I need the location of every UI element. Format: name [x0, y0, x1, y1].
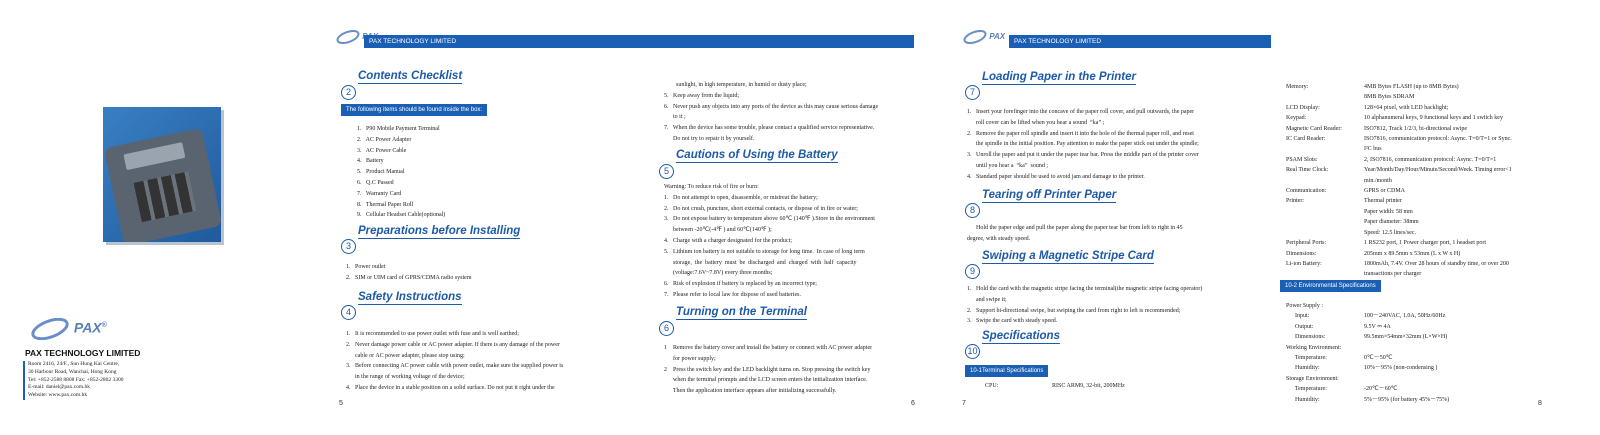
spec-row: Peripheral Ports: 1 RS232 port, 1 Power charger port, 1 headset port	[1286, 240, 1487, 247]
list-item: roll cover can be lifted when you hear a sound “ka” ;	[967, 119, 1105, 126]
pax-swoosh-icon	[963, 30, 987, 44]
spec-row: Keypad: 10 alphanumeral keys, 9 functional keys and 1 switch key	[1286, 115, 1503, 122]
spec-row: Working Environment:	[1286, 344, 1342, 351]
spec-row: Real Time Clock: Year/Month/Day/Hour/Minute/Second/Week. Timing error<1	[1286, 167, 1512, 174]
list-item: cable or AC power adapter, please stop using;	[346, 352, 465, 359]
spec-row: Power Supply :	[1286, 303, 1324, 309]
list-item: 2. SIM or UIM card of GPRS/CDMA radio system	[346, 274, 472, 281]
list-item: 4. Charge with a charger designated for the product;	[664, 237, 792, 244]
list-item: for power supply;	[664, 355, 716, 362]
list-item: 1. Power outlet	[346, 264, 386, 270]
list-item: 1. Insert your forefinger into the concave of the paper roll cover, and pull outwards, the paper	[967, 109, 1195, 115]
section-10-title: Specifications	[982, 330, 1060, 342]
list-item: 7. Warranty Card	[357, 190, 402, 197]
spec-row: I²C bus	[1364, 146, 1382, 153]
cpu-value: RISC ARM9, 32-bit, 200MHz	[1052, 383, 1125, 389]
pax-logo: PAX®	[30, 318, 107, 340]
list-item: 2 Press the switch key and the LED backlight turns on. Stop pressing the switch key	[664, 366, 871, 373]
list-item: 5. Lithium ion battery is not suitable to storage for long time. In case of long term	[664, 248, 865, 255]
spec-row: LCD Display: 128×64 pixel, with LED backlight;	[1286, 104, 1449, 111]
section-6-number: 6	[659, 321, 674, 336]
list-item: 9. Cellular Headset Cable(optional)	[357, 212, 446, 219]
section-10-number: 10	[965, 344, 980, 359]
list-item: 1. P90 Mobile Payment Terminal	[357, 126, 440, 132]
loading-paper-list	[967, 107, 1199, 183]
terminal-specs-box-label: 10-1Terminal Specifications	[965, 365, 1048, 377]
battery-list	[664, 182, 875, 301]
cover-company: PAX TECHNOLOGY LIMITED	[25, 348, 141, 358]
list-item: 6. Risk of explosion if battery is replaced by an incorrect type;	[664, 281, 817, 288]
brand-bar-p5: PAX TECHNOLOGY LIMITED	[364, 35, 914, 48]
section-4-number: 4	[341, 305, 356, 320]
section-3-number: 3	[341, 239, 356, 254]
safety-list-continued	[664, 80, 878, 145]
list-item: 4. Place the device in a stable position on a solid surface. Do not put it right under the	[346, 384, 555, 391]
list-item: 7. Please refer to local law for dispose of used batteries.	[664, 291, 801, 298]
section-7-number: 7	[965, 85, 980, 100]
list-item: 3. Swipe the card with steady speed.	[967, 318, 1058, 325]
list-item: 3. AC Power Cable	[357, 147, 407, 154]
spec-row: Paper diameter: 38mm	[1364, 219, 1419, 226]
cpu-label: CPU:	[985, 383, 999, 389]
list-item: 2. Remove the paper roll spindle and insert it into the hole of the thermal paper roll, and reset	[967, 130, 1194, 137]
page-number-6: 6	[911, 400, 915, 407]
brand-bar-p7: PAX TECHNOLOGY LIMITED	[1009, 35, 1271, 48]
pax-swoosh-icon	[30, 318, 70, 340]
spec-row: Paper width: 58 mm	[1364, 208, 1413, 215]
list-item: 5. Product Manual	[357, 169, 405, 176]
list-item: 4. Battery	[357, 158, 384, 165]
contents-list	[357, 124, 445, 221]
section-9-title: Swiping a Magnetic Stripe Card	[982, 250, 1154, 262]
terminal-illustration	[104, 128, 221, 242]
preparations-list	[346, 262, 472, 284]
list-item: 1. Do not attempt to open, disassemble, or mistreat the battery;	[664, 194, 818, 201]
spec-row: 8MB Bytes SDRAM	[1364, 94, 1415, 101]
spec-row: Humidity: 5%～95% (for battery 45%～75%)	[1286, 396, 1450, 403]
list-item: 2. AC Power Adapter	[357, 136, 412, 143]
section-4-title: Safety Instructions	[358, 291, 462, 303]
page-number-7: 7	[962, 400, 966, 407]
spec-row: Temperature: 0℃～50℃	[1286, 355, 1393, 362]
list-item: 3. Before connecting AC power cable with power outlet, make sure the supplied power is	[346, 363, 564, 370]
list-item: 5. Keep away from the liquid;	[664, 92, 739, 99]
list-item: degree, with steady speed.	[967, 235, 1031, 242]
list-item: Then the application interface appears after initializing successfully.	[664, 388, 837, 395]
swiping-card-list	[967, 284, 1202, 327]
list-item: 3. Unroll the paper and put it under the paper tear bar. Press the middle part of the printer cover	[967, 152, 1199, 159]
spec-row: Input: 100～240VAC, 1.0A, 50Hz/60Hz	[1286, 313, 1446, 320]
list-item: 1. It is recommended to use power outlet with fuse and is well earthed;	[346, 331, 519, 337]
list-item: 2. Do not crush, puncture, short external contacts, or dispose of in fire or water;	[664, 205, 858, 212]
section-5-number: 5	[659, 164, 674, 179]
list-item: 1 Remove the battery cover and install the battery or connect with AC power adapter	[664, 345, 873, 351]
list-item: 7. When the device has some trouble, please contact a qualified service representative.	[664, 125, 875, 132]
section-8-title: Tearing off Printer Paper	[982, 189, 1117, 201]
cover-address: Room 2416, 24/F., Sun Hung Kai Centre, 30 Harbour Road, Wanchai, Hong Kong Tel: +852-2588 8808 Fax: +852-2802 3300 E-mail: daniel@pax.com.hk Website: www.pax.com.hk	[23, 361, 124, 400]
spec-row: Output: 9.5V ⎓ 4A	[1286, 323, 1391, 330]
spec-row: Magnetic Card Reader: ISO7812, Track 1/2/3, bi-directional swipe	[1286, 125, 1467, 132]
list-item: until you hear a “ka” sound ;	[967, 162, 1048, 169]
spec-row: Li-ion Battery: 1800mAh, 7.4V. Over 28 hours of standby time, or over 200	[1286, 260, 1509, 267]
list-item: between -20℃(-4℉ ) and 60℃(140℉ );	[664, 227, 772, 234]
spec-row: min./month	[1364, 177, 1392, 184]
list-item: 1. Hold the card with the magnetic stripe facing the terminal(the magnetic stripe facing operator)	[967, 286, 1203, 292]
section-2-number: 2	[341, 85, 356, 100]
list-item: Hold the paper edge and pull the paper along the paper tear bar from left to right in 45	[967, 225, 1183, 231]
tearing-paper-text	[967, 223, 1183, 245]
list-item: in the range of working voltage of the device;	[346, 374, 465, 381]
list-item: 3. Do not expose battery to temperature above 60℃ (140℉ ).Store in the environment	[664, 216, 875, 223]
spec-row: Communication: GPRS or CDMA	[1286, 188, 1406, 195]
list-item: when the terminal prompts and the LCD screen enters the initialization interface.	[664, 377, 868, 384]
list-item: storage, the battery must be discharged and charged with half capacity	[664, 259, 857, 266]
list-item: 2. Never damage power cable or AC power adapter. If there is any damage of the power	[346, 341, 560, 348]
environmental-specs-box-label: 10-2 Environmental Specifications	[1280, 280, 1381, 292]
turning-on-list	[664, 343, 872, 397]
section-2-title: Contents Checklist	[358, 70, 463, 82]
list-item: 6. Q.C Passed	[357, 179, 394, 186]
section-7-title: Loading Paper in the Printer	[982, 71, 1136, 83]
spec-row: Humidity: 10%～95% (non-condensing )	[1286, 365, 1438, 372]
list-item: to it ;	[664, 114, 686, 121]
environmental-specs-table	[1286, 301, 1556, 405]
list-item: the spindle in the initial position. Pay attention to make the paper stick out under the spindle;	[967, 141, 1199, 148]
spec-row: Dimensions: 99.5mm×54mm×32mm (L×W×H)	[1286, 334, 1448, 341]
list-item: 4. Standard paper should be used to avoid jam and damage to the printer.	[967, 173, 1145, 180]
section-3-title: Preparations before Installing	[358, 225, 521, 237]
list-item: (voltage:7.6V~7.8V) every three months;	[664, 270, 773, 277]
pax-swoosh-icon	[336, 30, 360, 44]
pax-logo-p7: PAX	[963, 30, 1005, 44]
list-item: 2. Support bi-directional swipe, but swiping the card from right to left is recommended;	[967, 307, 1181, 314]
spec-row: Storage Environment:	[1286, 375, 1339, 382]
spec-row: PSAM Slots: 2, ISO7816, communication protocol: Async. T=0/T=1	[1286, 156, 1497, 163]
terminal-specs-table	[1286, 82, 1556, 280]
spec-row: Dimensions: 205mm x 89.5mm x 53mm (L x W x H)	[1286, 250, 1461, 257]
spec-row: Printer: Thermal printer	[1286, 198, 1402, 205]
product-photo	[103, 107, 221, 242]
list-item: and swipe it;	[967, 296, 1007, 303]
section-5-title: Cautions of Using the Battery	[676, 149, 838, 161]
contents-box-label: The following items should be found inside the box:	[341, 104, 487, 116]
spec-row: Memory: 4MB Bytes FLASH (up to 8MB Bytes)	[1286, 84, 1459, 90]
section-6-title: Turning on the Terminal	[676, 306, 807, 318]
page-number-8: 8	[1538, 400, 1542, 407]
list-item: Do not try to repair it by yourself.	[664, 135, 755, 142]
safety-list	[346, 329, 563, 394]
section-8-number: 8	[965, 203, 980, 218]
spec-row: transactions per charger	[1364, 271, 1422, 278]
spec-row: Temperature: -20℃～60℃	[1286, 386, 1398, 393]
spec-row: IC Card Reader: ISO7816, communication protocol: Async. T=0/T=1 or Sync.	[1286, 136, 1512, 143]
list-item: Warning: To reduce risk of fire or burn:	[664, 184, 759, 190]
page-number-5: 5	[339, 400, 343, 407]
list-item: sunlight, in high temperature, in humid or dusty place;	[676, 82, 807, 88]
list-item: 8. Thermal Paper Roll	[357, 201, 414, 208]
list-item: 6. Never push any objects into any ports of the device as this may cause serious damage	[664, 103, 879, 110]
spec-row: Speed: 12.5 lines/sec.	[1364, 229, 1416, 236]
section-9-number: 9	[965, 264, 980, 279]
